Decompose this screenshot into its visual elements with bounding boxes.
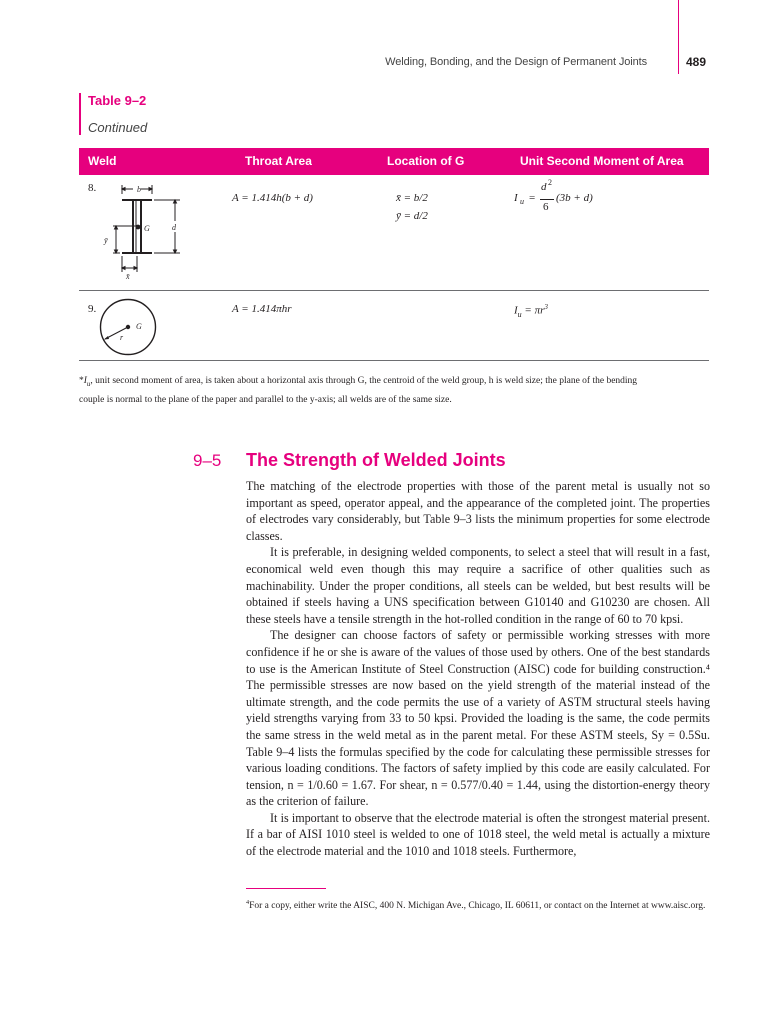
table-accent-bar <box>79 93 81 135</box>
rectangular-weld-figure <box>100 180 200 284</box>
row-8-location-y: ȳ = d/2 <box>396 210 428 222</box>
row-9-moment-formula: $I_u = \pi r^3$ <box>514 303 548 319</box>
section-title: The Strength of Welded Joints <box>246 450 506 470</box>
moment-rest: (3b + d) <box>556 192 593 204</box>
dimension-label-ybar: ȳ <box>104 236 108 245</box>
row-9-throat-area: A = 1.414πhr <box>232 303 292 315</box>
running-title: Welding, Bonding, and the Design of Permanent Joints <box>385 56 647 68</box>
column-header-moment: Unit Second Moment of Area <box>520 154 684 168</box>
column-header-location: Location of G <box>387 154 465 168</box>
moment-subscript: u <box>520 197 524 206</box>
page-number: 489 <box>686 55 707 69</box>
row-8-moment-formula: I u = d 2 6 (3b + d) <box>514 178 593 213</box>
row-9-number: 9. <box>88 303 97 315</box>
table-row-divider <box>79 290 709 291</box>
page-footnote <box>246 895 710 914</box>
fraction-bar <box>540 199 554 200</box>
dimension-label-b: b <box>137 185 141 194</box>
paragraph-2: It is preferable, in designing welded components, to select a steel that will result in a fast, economical weld even though this may require a sacrifice of other qualities such as machinability. Under the proper conditions, all steels can be welded, but best results will be obtained if steels having a UNS specification between G10140 and G10230 are chosen. All these steels have a tensile strength in the hot-rolled condition in the range of 60 to 70 kpsi. <box>246 545 710 626</box>
table-bottom-rule <box>79 360 709 361</box>
moment-symbol: I <box>514 192 518 204</box>
row-8-location-x: x̄ = b/2 <box>396 192 428 204</box>
header-vertical-rule <box>678 0 679 74</box>
section-number: 9–5 <box>193 451 222 470</box>
paragraph-3: The designer can choose factors of safety or permissible working stresses with more confidence if he or she is aware of the values of those used by others. One of the best standards to use is the American Institute of Steel Construction (AISC) code for building construction.⁴ The permissible stresses are now based on the yield strength of the material instead of the ultimate strength, and the code permits the use of a variety of ASTM structural steels having yield strengths varying from 33 to 50 kpsi. Provided the loading is the same, the code permits the same stress in the weld metal as in the parent metal. For these ASTM steels, Sy = 0.5Su. Table 9–4 lists the formulas specified by the code for calculating these permissible stresses for various loading conditions. The factors of safety implied by this code are easily calculated. For tension, n = 1/0.60 = 1.67. For shear, n = 0.577/0.40 = 1.44, using the distortion-energy theory as the criterion of failure. <box>246 628 710 809</box>
footnote-rule <box>246 888 326 889</box>
section-body <box>246 478 710 860</box>
centroid-label-g: G <box>136 322 142 331</box>
centroid-label-g: G <box>144 224 150 233</box>
circular-weld-figure <box>96 296 160 358</box>
dimension-label-xbar: x̄ <box>126 272 130 281</box>
centroid-dot <box>126 325 130 329</box>
footnote-text: For a copy, either write the AISC, 400 N. Michigan Ave., Chicago, IL 60611, or contact on the Internet at www.aisc.org. <box>249 901 706 912</box>
radius-label-r: r <box>120 333 124 342</box>
centroid-dot <box>136 225 141 230</box>
table-header-row <box>79 148 709 175</box>
paragraph-4: It is important to observe that the electrode material is often the strongest material present. If a bar of AISI 1010 steel is welded to one of 1018 steel, the weld metal is actually a mixture of the electrode material and the 1010 and 1018 steels. Furthermore, <box>246 810 710 859</box>
moment-numerator-exponent: 2 <box>548 178 552 187</box>
paragraph-1: The matching of the electrode properties with those of the parent metal is usually not so important as speed, operator appeal, and the appearance of the completed joint. The properties of electrodes vary considerably, but Table 9–3 lists the minimum properties for some electrode classes. <box>246 479 710 543</box>
moment-denominator: 6 <box>543 201 549 213</box>
table-footnote: $*I_u$, unit second moment of area, is taken about a horizontal axis through G, the centroid of the weld group, h is weld size; the plane of the bending couple is normal to the plane of the paper and parallel to the y-axis; all welds are of the same size. <box>79 376 638 405</box>
column-header-weld: Weld <box>88 154 117 168</box>
footnote-mark: 4 <box>246 900 250 906</box>
moment-numerator: d <box>541 181 547 193</box>
column-header-throat-area: Throat Area <box>245 154 312 168</box>
dimension-label-d: d <box>172 223 176 232</box>
row-8-throat-area: A = 1.414h(b + d) <box>232 192 313 204</box>
table-title: Table 9–2 <box>88 93 147 108</box>
row-8-number: 8. <box>88 182 97 194</box>
table-subtitle: Continued <box>88 120 148 135</box>
